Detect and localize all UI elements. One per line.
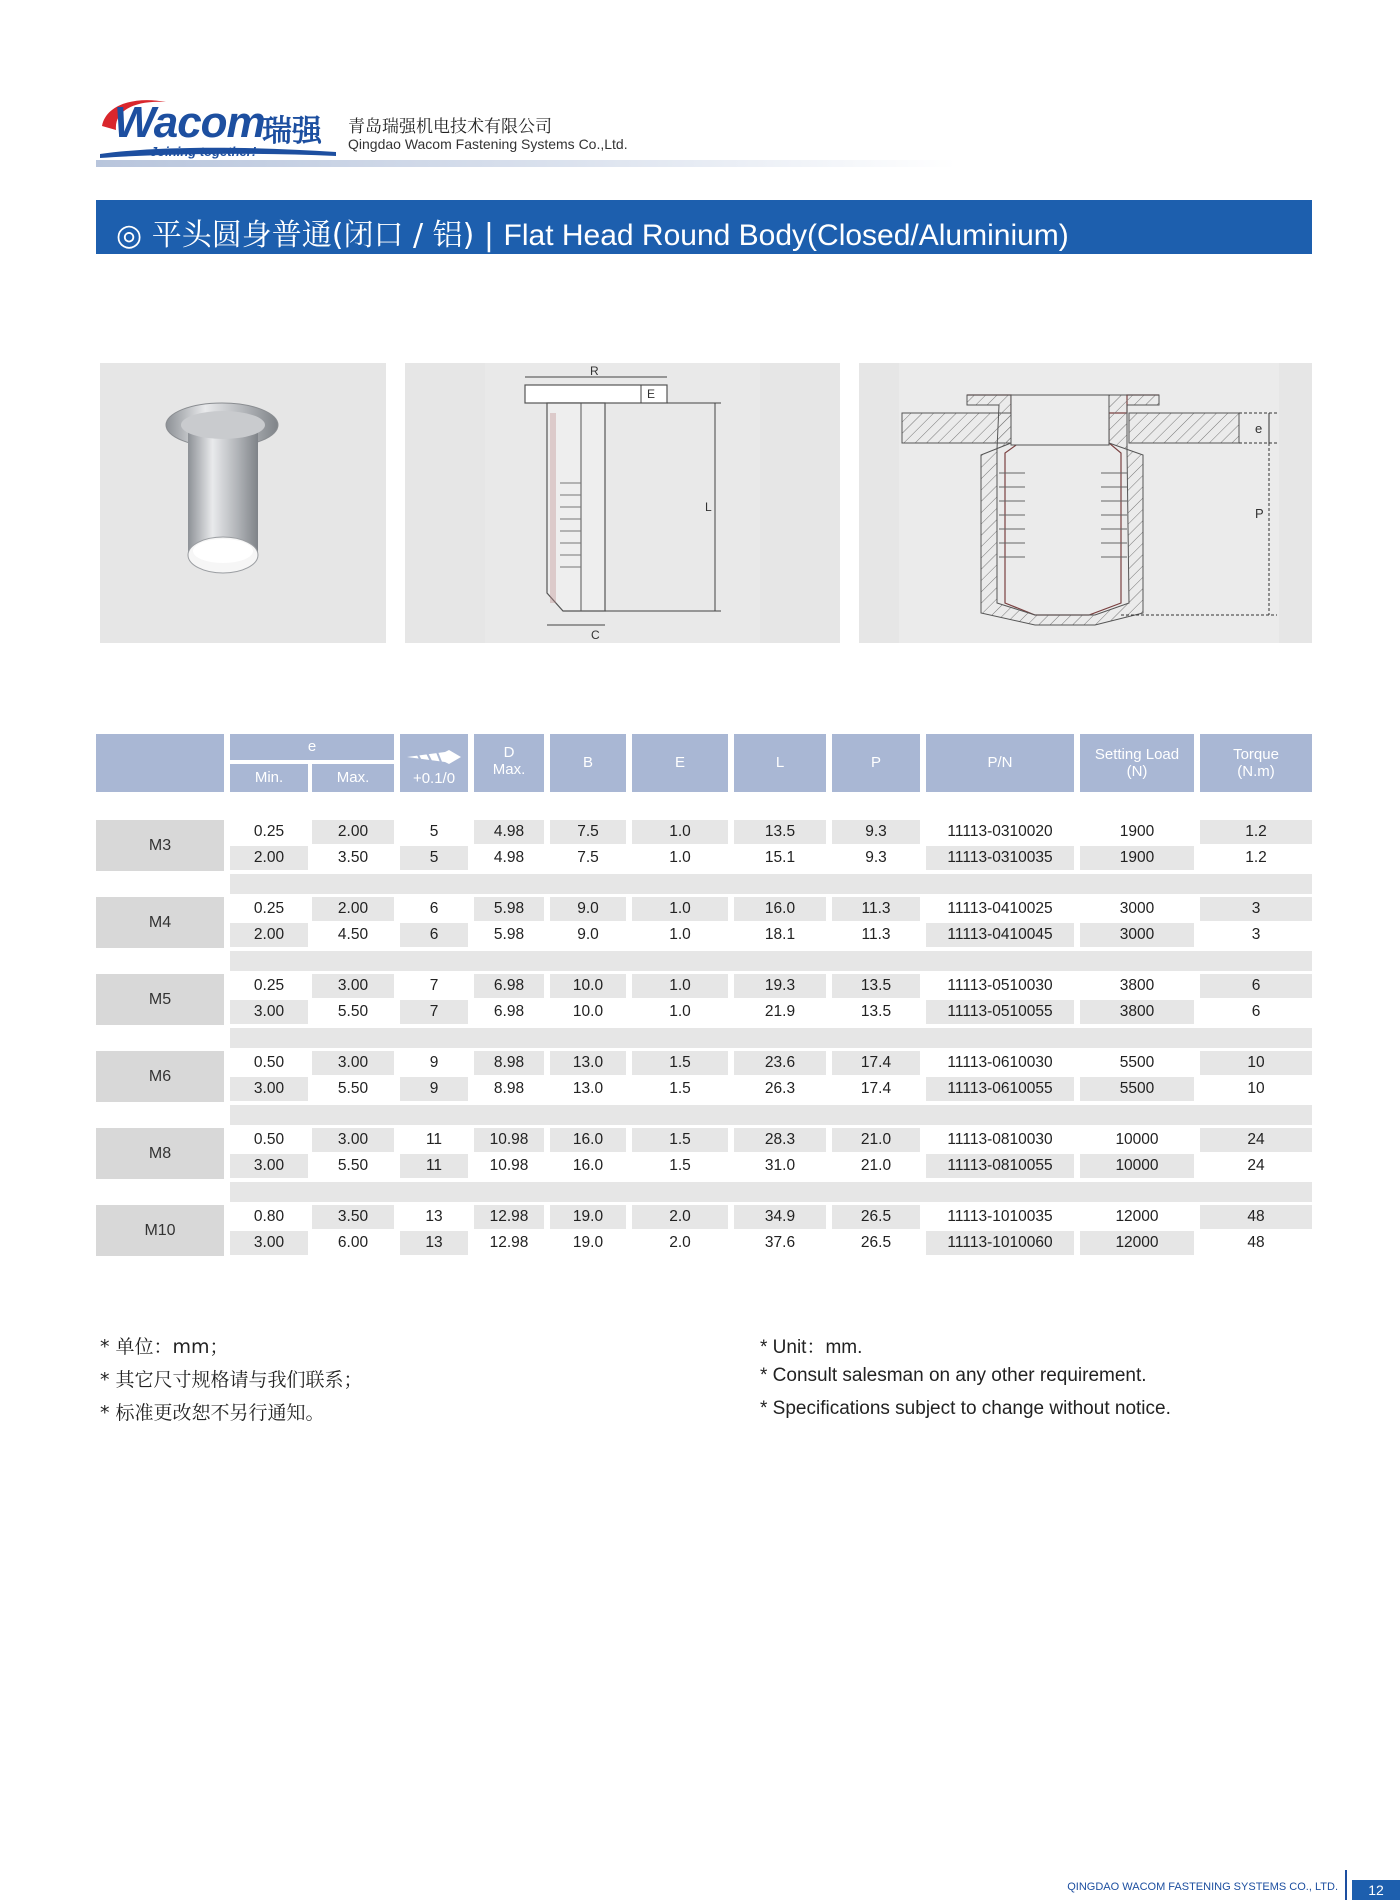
cell-e: 2.0 <box>632 1205 728 1229</box>
cell-max: 5.50 <box>337 1003 369 1020</box>
cell-load: 1900 <box>1080 846 1194 870</box>
cell-b: 19.0 <box>550 1205 626 1229</box>
installation-drawing <box>859 363 1312 643</box>
header-drill <box>400 734 468 792</box>
cell-drill: 5 <box>429 823 439 840</box>
section-drawing-icon <box>405 363 840 643</box>
header-size-blank <box>96 734 224 792</box>
cell-torque: 24 <box>1247 1157 1265 1174</box>
cell-max: 4.50 <box>337 926 369 943</box>
cell-torque: 6 <box>1251 1003 1261 1020</box>
cell-torque: 48 <box>1200 1205 1312 1229</box>
cell-max: 3.00 <box>312 974 394 998</box>
cell-d: 8.98 <box>493 1080 525 1097</box>
cell-l: 19.3 <box>734 974 826 998</box>
cell-drill: 13 <box>425 1208 443 1225</box>
cell-b: 10.0 <box>572 1003 604 1020</box>
cell-max: 3.00 <box>312 1051 394 1075</box>
cell-d: 4.98 <box>493 849 525 866</box>
cell-b: 16.0 <box>550 1128 626 1152</box>
cell-d: 4.98 <box>474 820 544 844</box>
section-title-bar <box>96 200 1312 254</box>
logo-wordmark: Wacom <box>114 98 265 147</box>
cell-b: 13.0 <box>572 1080 604 1097</box>
cell-e: 1.0 <box>669 849 691 866</box>
page-number: 12 <box>1352 1880 1400 1900</box>
logo-chinese: 瑞强 <box>262 114 322 149</box>
cell-e: 1.5 <box>632 1128 728 1152</box>
cell-e: 1.0 <box>669 926 691 943</box>
header-torque-label: Torque <box>1233 746 1279 763</box>
cell-min: 3.00 <box>230 1231 308 1255</box>
header-load-label: Setting Load <box>1094 746 1180 763</box>
note-en-contact: * Consult salesman on any other requirement. <box>760 1365 1147 1386</box>
company-name-en: Qingdao Wacom Fastening Systems Co.,Ltd. <box>348 136 628 152</box>
label-e-upper: E <box>647 387 656 401</box>
cell-load: 10000 <box>1115 1131 1159 1148</box>
logo-tagline: Joining together! <box>150 144 257 159</box>
cell-pn: 11113-1010060 <box>926 1231 1074 1255</box>
row-spacer <box>230 1105 1312 1125</box>
cell-d: 12.98 <box>474 1205 544 1229</box>
cell-l: 13.5 <box>734 820 826 844</box>
cell-min: 0.80 <box>253 1208 285 1225</box>
cell-max: 5.50 <box>337 1157 369 1174</box>
cell-d: 6.98 <box>493 1003 525 1020</box>
label-p: P <box>1255 506 1264 521</box>
company-logo <box>96 96 336 158</box>
cell-d: 6.98 <box>474 974 544 998</box>
header-e-upper-label: E <box>674 754 685 771</box>
cell-max: 6.00 <box>337 1234 369 1251</box>
cell-b: 16.0 <box>572 1157 604 1174</box>
header-d-label: D <box>503 744 515 761</box>
cell-load: 5500 <box>1119 1054 1155 1071</box>
cell-torque: 3 <box>1200 897 1312 921</box>
cell-p: 11.3 <box>861 926 891 943</box>
rivet-nut-photo-icon <box>100 363 386 643</box>
cell-b: 9.0 <box>577 926 599 943</box>
cell-l: 23.6 <box>734 1051 826 1075</box>
header-p <box>832 734 920 792</box>
header-min-label: Min. <box>254 769 284 786</box>
cell-pn: 11113-0410025 <box>947 900 1053 917</box>
title-symbol: ◎ <box>116 218 143 253</box>
cell-e: 1.0 <box>632 897 728 921</box>
cell-load: 5500 <box>1080 1077 1194 1101</box>
header-drill-label: +0.1/0 <box>412 770 456 787</box>
dimension-drawing <box>405 363 840 643</box>
cell-torque: 3 <box>1251 926 1261 943</box>
note-cn-contact: * 其它尺寸规格请与我们联系； <box>100 1369 363 1391</box>
title-en: Flat Head Round Body(Closed/Aluminium) <box>503 219 1069 252</box>
cell-max: 3.00 <box>312 1128 394 1152</box>
cell-load: 10000 <box>1080 1154 1194 1178</box>
header-divider <box>96 160 956 167</box>
note-cn-change: * 标准更改恕不另行通知。 <box>100 1402 325 1424</box>
cell-d: 12.98 <box>489 1234 529 1251</box>
company-name-cn: 青岛瑞强机电技术有限公司 <box>348 117 552 137</box>
cell-min: 0.50 <box>253 1054 285 1071</box>
header-l <box>734 734 826 792</box>
cell-b: 7.5 <box>577 849 599 866</box>
section-title <box>116 210 1069 254</box>
cell-torque: 48 <box>1247 1234 1265 1251</box>
size-label: M3 <box>96 820 224 871</box>
cell-b: 9.0 <box>550 897 626 921</box>
installation-section-icon <box>859 363 1312 643</box>
cell-max: 3.50 <box>312 1205 394 1229</box>
header-l-label: L <box>775 754 785 771</box>
cell-d: 10.98 <box>489 1157 529 1174</box>
cell-min: 2.00 <box>230 923 308 947</box>
size-label: M4 <box>96 897 224 948</box>
note-en-unit: * Unit：mm. <box>760 1337 863 1358</box>
note-en-change: * Specifications subject to change without notice. <box>760 1398 1171 1419</box>
cell-p: 21.0 <box>860 1157 892 1174</box>
cell-drill: 5 <box>400 846 468 870</box>
cell-e: 1.5 <box>669 1157 691 1174</box>
cell-min: 3.00 <box>230 1077 308 1101</box>
header-e-label: e <box>307 738 317 755</box>
header-load-unit: (N) <box>1126 763 1148 780</box>
cell-l: 18.1 <box>764 926 796 943</box>
cell-pn: 11113-0610055 <box>926 1077 1074 1101</box>
cell-torque: 10 <box>1200 1051 1312 1075</box>
title-cn: 平头圆身普通(闭口 / 铝) <box>151 218 475 253</box>
cell-torque: 24 <box>1200 1128 1312 1152</box>
header-min <box>230 764 308 792</box>
cell-b: 19.0 <box>572 1234 604 1251</box>
header-b-label: B <box>582 754 593 771</box>
cell-max: 2.00 <box>312 897 394 921</box>
cell-max: 3.50 <box>337 849 369 866</box>
size-label: M10 <box>96 1205 224 1256</box>
cell-pn: 11113-1010035 <box>947 1208 1053 1225</box>
header-d-sub: Max. <box>492 761 526 778</box>
size-label: M5 <box>96 974 224 1025</box>
cell-l: 21.9 <box>764 1003 796 1020</box>
label-c: C <box>591 628 600 642</box>
cell-pn: 11113-0510055 <box>926 1000 1074 1024</box>
cell-load: 3800 <box>1119 977 1155 994</box>
header-max <box>312 764 394 792</box>
cell-pn: 11113-0810055 <box>926 1154 1074 1178</box>
cell-torque: 10 <box>1247 1080 1265 1097</box>
cell-drill: 6 <box>400 923 468 947</box>
header-max-label: Max. <box>336 769 370 786</box>
cell-e: 1.0 <box>632 974 728 998</box>
header-e <box>230 734 394 760</box>
footer-company: QINGDAO WACOM FASTENING SYSTEMS CO., LTD. <box>1067 1881 1338 1893</box>
cell-min: 3.00 <box>230 1000 308 1024</box>
header-b <box>550 734 626 792</box>
cell-load: 12000 <box>1115 1208 1159 1225</box>
cell-p: 13.5 <box>832 974 920 998</box>
cell-drill: 11 <box>425 1131 443 1148</box>
cell-l: 34.9 <box>734 1205 826 1229</box>
cell-e: 1.5 <box>632 1051 728 1075</box>
cell-p: 9.3 <box>865 849 887 866</box>
cell-d: 10.98 <box>474 1128 544 1152</box>
cell-min: 0.25 <box>253 823 285 840</box>
cell-load: 3000 <box>1080 923 1194 947</box>
cell-drill: 11 <box>400 1154 468 1178</box>
company-name <box>348 117 628 152</box>
header-torque-unit: (N.m) <box>1237 763 1275 780</box>
cell-l: 28.3 <box>734 1128 826 1152</box>
cell-b: 7.5 <box>550 820 626 844</box>
header-pn-label: P/N <box>987 754 1013 771</box>
product-photo <box>100 363 386 643</box>
note-cn-unit: * 单位：mm； <box>100 1336 229 1358</box>
cell-drill: 9 <box>400 1077 468 1101</box>
cell-p: 26.5 <box>832 1205 920 1229</box>
cell-min: 3.00 <box>230 1154 308 1178</box>
size-label: M6 <box>96 1051 224 1102</box>
cell-d: 5.98 <box>493 926 525 943</box>
drill-bit-icon <box>405 748 463 766</box>
cell-p: 21.0 <box>832 1128 920 1152</box>
cell-e: 1.0 <box>632 820 728 844</box>
header-setting-load <box>1080 734 1194 792</box>
cell-pn: 11113-0610030 <box>947 1054 1053 1071</box>
header-e-upper <box>632 734 728 792</box>
cell-p: 13.5 <box>860 1003 892 1020</box>
cell-d: 5.98 <box>474 897 544 921</box>
cell-p: 9.3 <box>832 820 920 844</box>
cell-pn: 11113-0510030 <box>947 977 1053 994</box>
cell-min: 0.25 <box>253 900 285 917</box>
cell-drill: 7 <box>429 977 439 994</box>
cell-p: 11.3 <box>832 897 920 921</box>
cell-load: 1900 <box>1119 823 1155 840</box>
cell-pn: 11113-0810030 <box>947 1131 1053 1148</box>
cell-min: 0.50 <box>253 1131 285 1148</box>
cell-load: 3000 <box>1119 900 1155 917</box>
cell-e: 2.0 <box>669 1234 691 1251</box>
footer-divider <box>1345 1870 1347 1900</box>
row-spacer <box>230 874 1312 894</box>
cell-pn: 11113-0310020 <box>947 823 1053 840</box>
cell-load: 12000 <box>1080 1231 1194 1255</box>
cell-l: 26.3 <box>764 1080 796 1097</box>
label-l: L <box>705 500 712 514</box>
cell-e: 1.5 <box>669 1080 691 1097</box>
cell-torque: 1.2 <box>1245 849 1267 866</box>
cell-torque: 1.2 <box>1200 820 1312 844</box>
header-pn <box>926 734 1074 792</box>
label-e-lower: e <box>1255 421 1263 436</box>
header-d <box>474 734 544 792</box>
cell-b: 13.0 <box>550 1051 626 1075</box>
cell-drill: 6 <box>429 900 439 917</box>
cell-l: 15.1 <box>764 849 796 866</box>
cell-pn: 11113-0410045 <box>926 923 1074 947</box>
cell-l: 16.0 <box>734 897 826 921</box>
cell-drill: 13 <box>400 1231 468 1255</box>
row-spacer <box>230 1028 1312 1048</box>
size-label: M8 <box>96 1128 224 1179</box>
cell-p: 26.5 <box>860 1234 892 1251</box>
cell-p: 17.4 <box>832 1051 920 1075</box>
cell-max: 5.50 <box>337 1080 369 1097</box>
label-r: R <box>590 364 599 378</box>
cell-e: 1.0 <box>669 1003 691 1020</box>
cell-b: 10.0 <box>550 974 626 998</box>
cell-l: 31.0 <box>764 1157 796 1174</box>
cell-load: 3800 <box>1080 1000 1194 1024</box>
header-torque <box>1200 734 1312 792</box>
cell-torque: 6 <box>1200 974 1312 998</box>
cell-l: 37.6 <box>764 1234 796 1251</box>
row-spacer <box>230 951 1312 971</box>
cell-drill: 9 <box>429 1054 439 1071</box>
header-p-label: P <box>870 754 881 771</box>
cell-min: 2.00 <box>230 846 308 870</box>
cell-pn: 11113-0310035 <box>926 846 1074 870</box>
cell-min: 0.25 <box>253 977 285 994</box>
cell-d: 8.98 <box>474 1051 544 1075</box>
title-separator: | <box>483 218 494 253</box>
cell-drill: 7 <box>400 1000 468 1024</box>
row-spacer <box>230 1182 1312 1202</box>
cell-max: 2.00 <box>312 820 394 844</box>
cell-p: 17.4 <box>860 1080 892 1097</box>
